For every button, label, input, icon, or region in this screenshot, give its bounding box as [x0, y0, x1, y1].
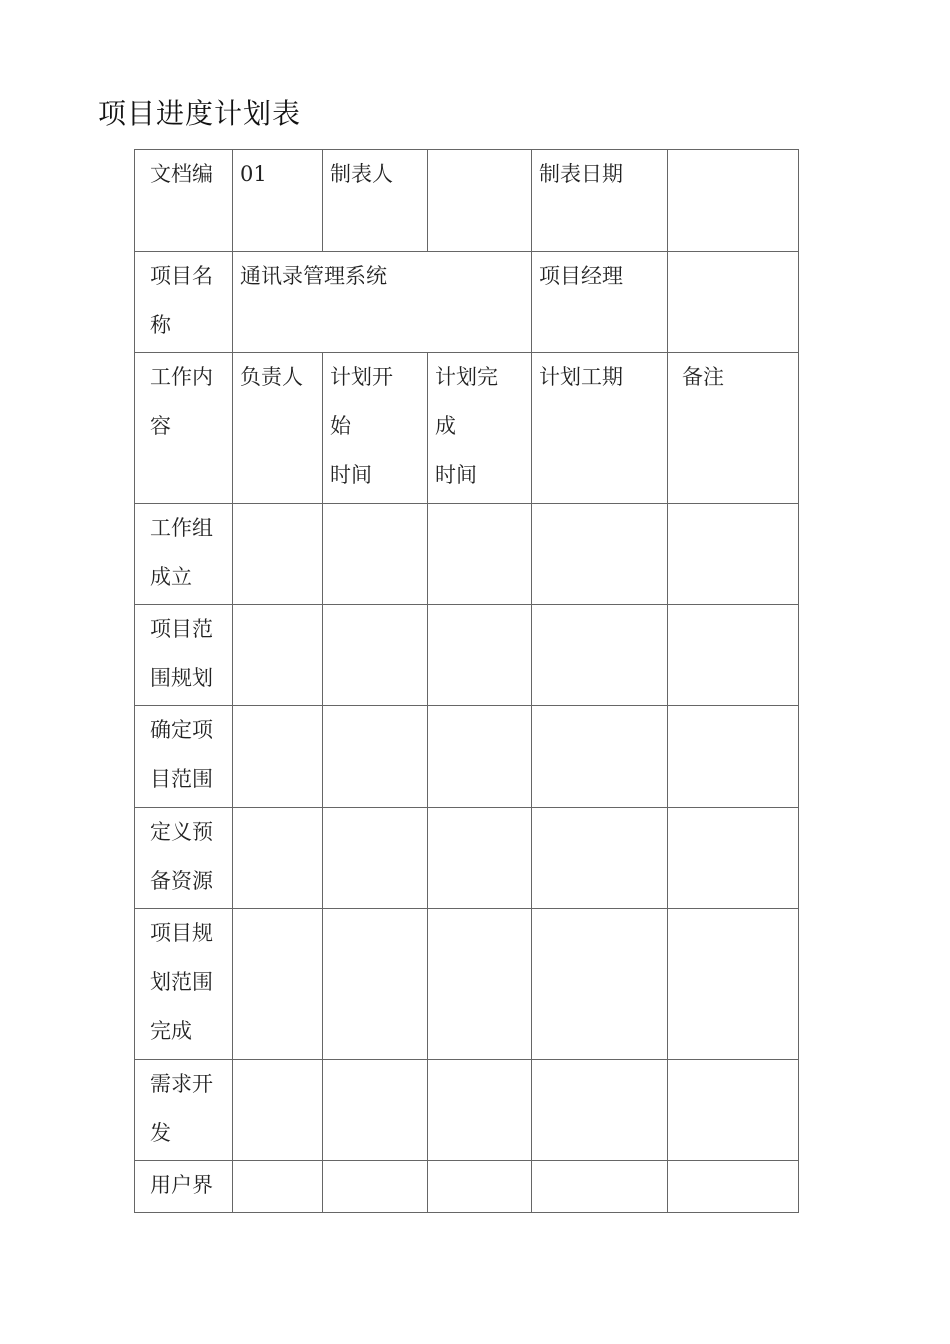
date-value-cell: [668, 150, 799, 252]
schedule-table: [134, 149, 799, 1213]
table-cell: [668, 605, 799, 706]
table-cell: [668, 1060, 799, 1161]
table-cell: [428, 706, 532, 808]
task-name: 工作组 成立: [150, 516, 213, 589]
table-cell: [668, 808, 799, 909]
col-duration-cell: [532, 353, 668, 504]
project-name-value: 通讯录管理系统: [240, 264, 387, 288]
table-cell: [233, 1060, 323, 1161]
table-row: [135, 605, 799, 706]
project-name-label-cell: [135, 252, 233, 353]
table-cell: [323, 1161, 428, 1213]
task-name-cell: [135, 808, 233, 909]
project-name-label: 项目名 称: [150, 264, 213, 337]
table-cell: [532, 605, 668, 706]
header-info-row: [135, 150, 799, 252]
table-cell: [532, 706, 668, 808]
table-cell: [323, 909, 428, 1060]
col-work-cell: [135, 353, 233, 504]
col-plan-start-cell: [323, 353, 428, 504]
table-cell: [668, 1161, 799, 1213]
table-cell: [532, 504, 668, 605]
date-label: 制表日期: [539, 162, 623, 186]
task-name: 需求开 发: [150, 1072, 213, 1145]
task-name-cell: [135, 605, 233, 706]
table-cell: [428, 1060, 532, 1161]
table-row: [135, 909, 799, 1060]
table-cell: [532, 909, 668, 1060]
task-name: 定义预 备资源: [150, 820, 213, 893]
task-name: 确定项 目范围: [150, 718, 213, 791]
table-row: [135, 706, 799, 808]
table-cell: [323, 1060, 428, 1161]
maker-label-cell: [323, 150, 428, 252]
maker-value-cell: [428, 150, 532, 252]
table-cell: [233, 909, 323, 1060]
table-cell: [428, 504, 532, 605]
task-name: 项目范 围规划: [150, 617, 213, 690]
table-cell: [668, 909, 799, 1060]
task-name-cell: [135, 1060, 233, 1161]
doc-no-label-cell: [135, 150, 233, 252]
task-name: 用户界: [150, 1173, 213, 1197]
table-cell: [323, 504, 428, 605]
task-name-cell: [135, 1161, 233, 1213]
col-plan-start-label: 计划开 始 时间: [330, 365, 393, 487]
col-owner-cell: [233, 353, 323, 504]
project-name-value-cell: [233, 252, 532, 353]
table-row: [135, 504, 799, 605]
table-cell: [233, 706, 323, 808]
task-name-cell: [135, 706, 233, 808]
col-owner-label: 负责人: [240, 365, 303, 389]
table-row: [135, 1161, 799, 1213]
doc-no-value: 01: [240, 162, 267, 186]
table-cell: [323, 605, 428, 706]
col-work-label: 工作内 容: [150, 365, 213, 438]
table-cell: [428, 909, 532, 1060]
table-row: [135, 1060, 799, 1161]
table-row: [135, 808, 799, 909]
table-cell: [233, 504, 323, 605]
manager-label: 项目经理: [539, 264, 623, 288]
maker-label: 制表人: [330, 162, 393, 186]
table-cell: [532, 808, 668, 909]
task-name-cell: [135, 504, 233, 605]
manager-value-cell: [668, 252, 799, 353]
date-label-cell: [532, 150, 668, 252]
col-remark-label: 备注: [682, 365, 724, 389]
col-duration-label: 计划工期: [539, 365, 623, 389]
page-title: 项目进度计划表: [98, 97, 302, 130]
table-cell: [428, 808, 532, 909]
col-remark-cell: [668, 353, 799, 504]
column-header-row: [135, 353, 799, 504]
table-cell: [532, 1060, 668, 1161]
doc-no-value-cell: [233, 150, 323, 252]
table-cell: [532, 1161, 668, 1213]
table-cell: [233, 1161, 323, 1213]
task-name: 项目规 划范围 完成: [150, 921, 213, 1043]
task-name-cell: [135, 909, 233, 1060]
col-plan-end-cell: [428, 353, 532, 504]
manager-label-cell: [532, 252, 668, 353]
project-info-row: [135, 252, 799, 353]
table-cell: [428, 1161, 532, 1213]
table-cell: [323, 808, 428, 909]
col-plan-end-label: 计划完 成 时间: [435, 365, 498, 487]
table-cell: [428, 605, 532, 706]
table-cell: [233, 605, 323, 706]
doc-no-label: 文档编: [150, 162, 213, 186]
table-cell: [668, 504, 799, 605]
table-cell: [323, 706, 428, 808]
table-cell: [668, 706, 799, 808]
table-cell: [233, 808, 323, 909]
